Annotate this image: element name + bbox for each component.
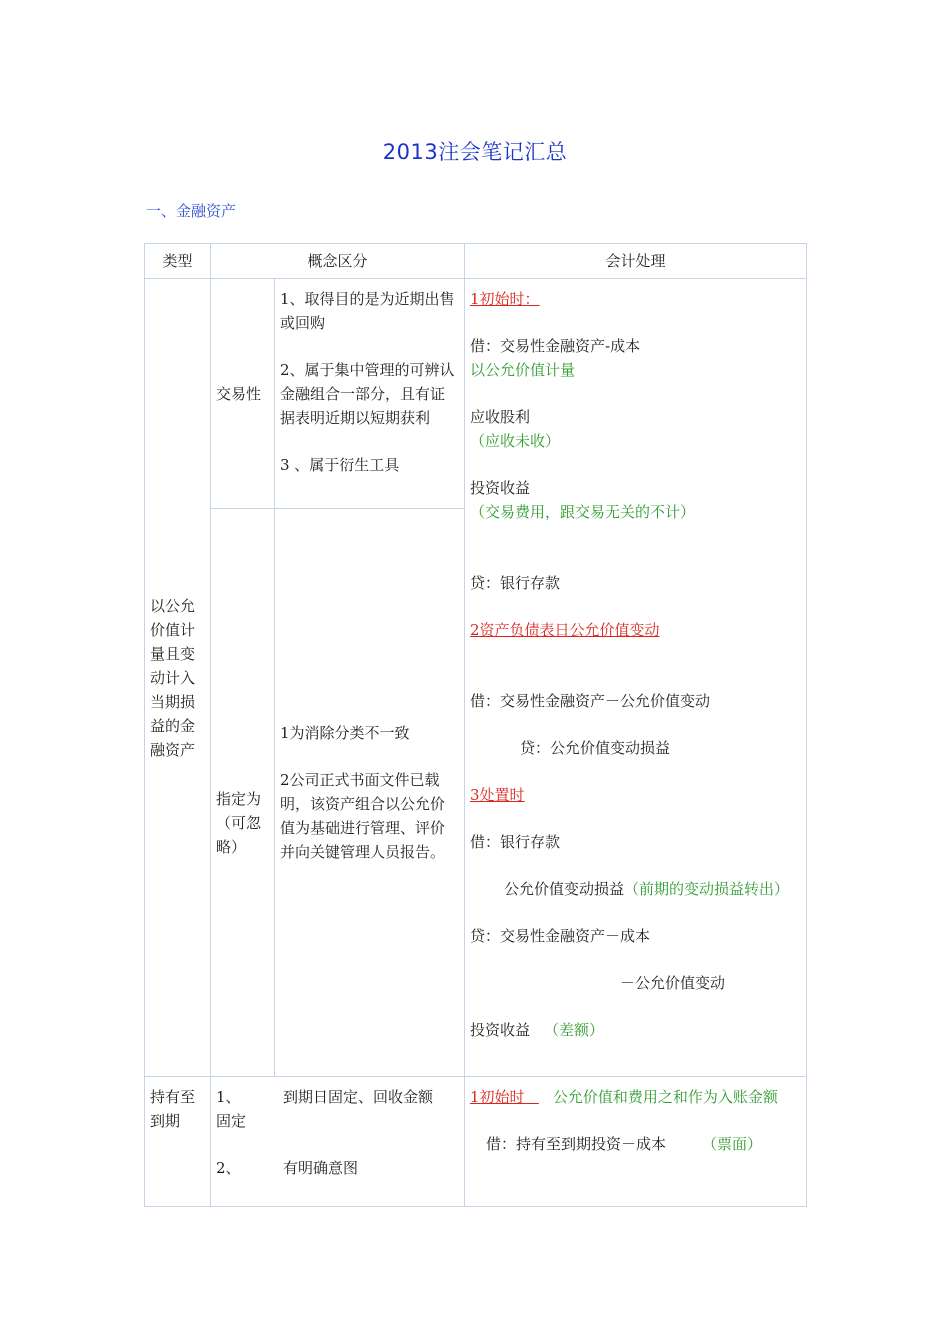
entry-note: （应收未收）	[470, 432, 561, 450]
table-row	[145, 1077, 807, 1207]
entry-text: 投资收益	[470, 1021, 531, 1039]
entry-line: －公允价值变动	[620, 974, 726, 992]
concept-item-wrap: 固定	[216, 1112, 247, 1130]
header-accounting: 会计处理	[465, 244, 807, 279]
entry-note: 公允价值和费用之和作为入账金额	[552, 1088, 778, 1106]
type-label: 持有至到期	[150, 1088, 196, 1130]
entry-note: （票面）	[702, 1135, 763, 1153]
entry-line	[470, 1018, 801, 1042]
type-label: 以公允价值计量且变动计入当期损益的金融资产	[150, 596, 196, 759]
accounting-cell-fvtpl	[465, 279, 807, 1077]
entry-line	[470, 1132, 801, 1156]
entry-note: 以公允价值计量	[470, 361, 576, 379]
header-type: 类型	[145, 244, 211, 279]
entry-heading: 2资产负债表日公允价值变动	[470, 621, 660, 639]
table-row	[145, 279, 807, 509]
concept-item	[216, 1085, 459, 1133]
section-heading: 一、金融资产	[146, 202, 237, 220]
entry-line: 应收股利	[470, 408, 531, 426]
entry-heading: 3处置时	[470, 786, 525, 804]
notes-table	[144, 243, 807, 1207]
concept-item: 1为消除分类不一致	[280, 724, 410, 742]
concept-item-number: 1、	[216, 1088, 241, 1106]
concept-item: 2公司正式书面文件已载明，该资产组合以公允价值为基础进行管理、评价并向关键管理人员报告。	[280, 771, 446, 861]
concept-item: 2、属于集中管理的可辨认金融组合一部分，且有证据表明近期以短期获利	[280, 361, 455, 427]
entry-note: （前期的变动损益转出）	[624, 880, 790, 898]
concept-item: 1、取得目的是为近期出售或回购	[280, 290, 455, 332]
entry-line: 贷：公允价值变动损益	[520, 739, 671, 757]
entry-line: 投资收益	[470, 479, 531, 497]
concept-item	[216, 1156, 459, 1180]
entry-note: （差额）	[544, 1021, 605, 1039]
entry-line: 借：交易性金融资产－公允价值变动	[470, 692, 711, 710]
concept-cell-designated	[275, 509, 465, 1077]
entry-line	[470, 1085, 801, 1109]
header-concept: 概念区分	[211, 244, 465, 279]
subtype-label-trading: 交易性	[216, 384, 262, 403]
entry-line	[470, 877, 801, 901]
subtype-cell-designated	[211, 509, 275, 1077]
document-title: 2013注会笔记汇总	[382, 140, 568, 164]
table-header-row	[145, 244, 807, 279]
entry-note: （交易费用，跟交易无关的不计）	[470, 503, 696, 521]
concept-cell-trading	[275, 279, 465, 509]
entry-heading: 1初始时：	[470, 290, 540, 308]
accounting-cell-htm	[465, 1077, 807, 1207]
concept-item-text: 到期日固定、回收金额	[283, 1088, 434, 1106]
concept-item: 3 、属于衍生工具	[280, 456, 400, 474]
type-cell-fvtpl	[145, 279, 211, 1077]
entry-line: 贷：银行存款	[470, 574, 561, 592]
type-cell-htm	[145, 1077, 211, 1207]
concept-item-number: 2、	[216, 1159, 241, 1177]
concept-cell-htm	[211, 1077, 465, 1207]
entry-line: 借：交易性金融资产-成本	[470, 337, 641, 355]
concept-item-text: 有明确意图	[283, 1159, 359, 1177]
entry-line: 借：银行存款	[470, 833, 561, 851]
entry-line: 贷：交易性金融资产－成本	[470, 927, 651, 945]
entry-text: 借：持有至到期投资－成本	[486, 1135, 667, 1153]
subtype-label-designated: 指定为（可忽略）	[216, 789, 262, 856]
subtype-cell-trading	[211, 279, 275, 509]
entry-heading: 1初始时	[470, 1088, 525, 1106]
entry-text: 公允价值变动损益	[504, 880, 625, 898]
